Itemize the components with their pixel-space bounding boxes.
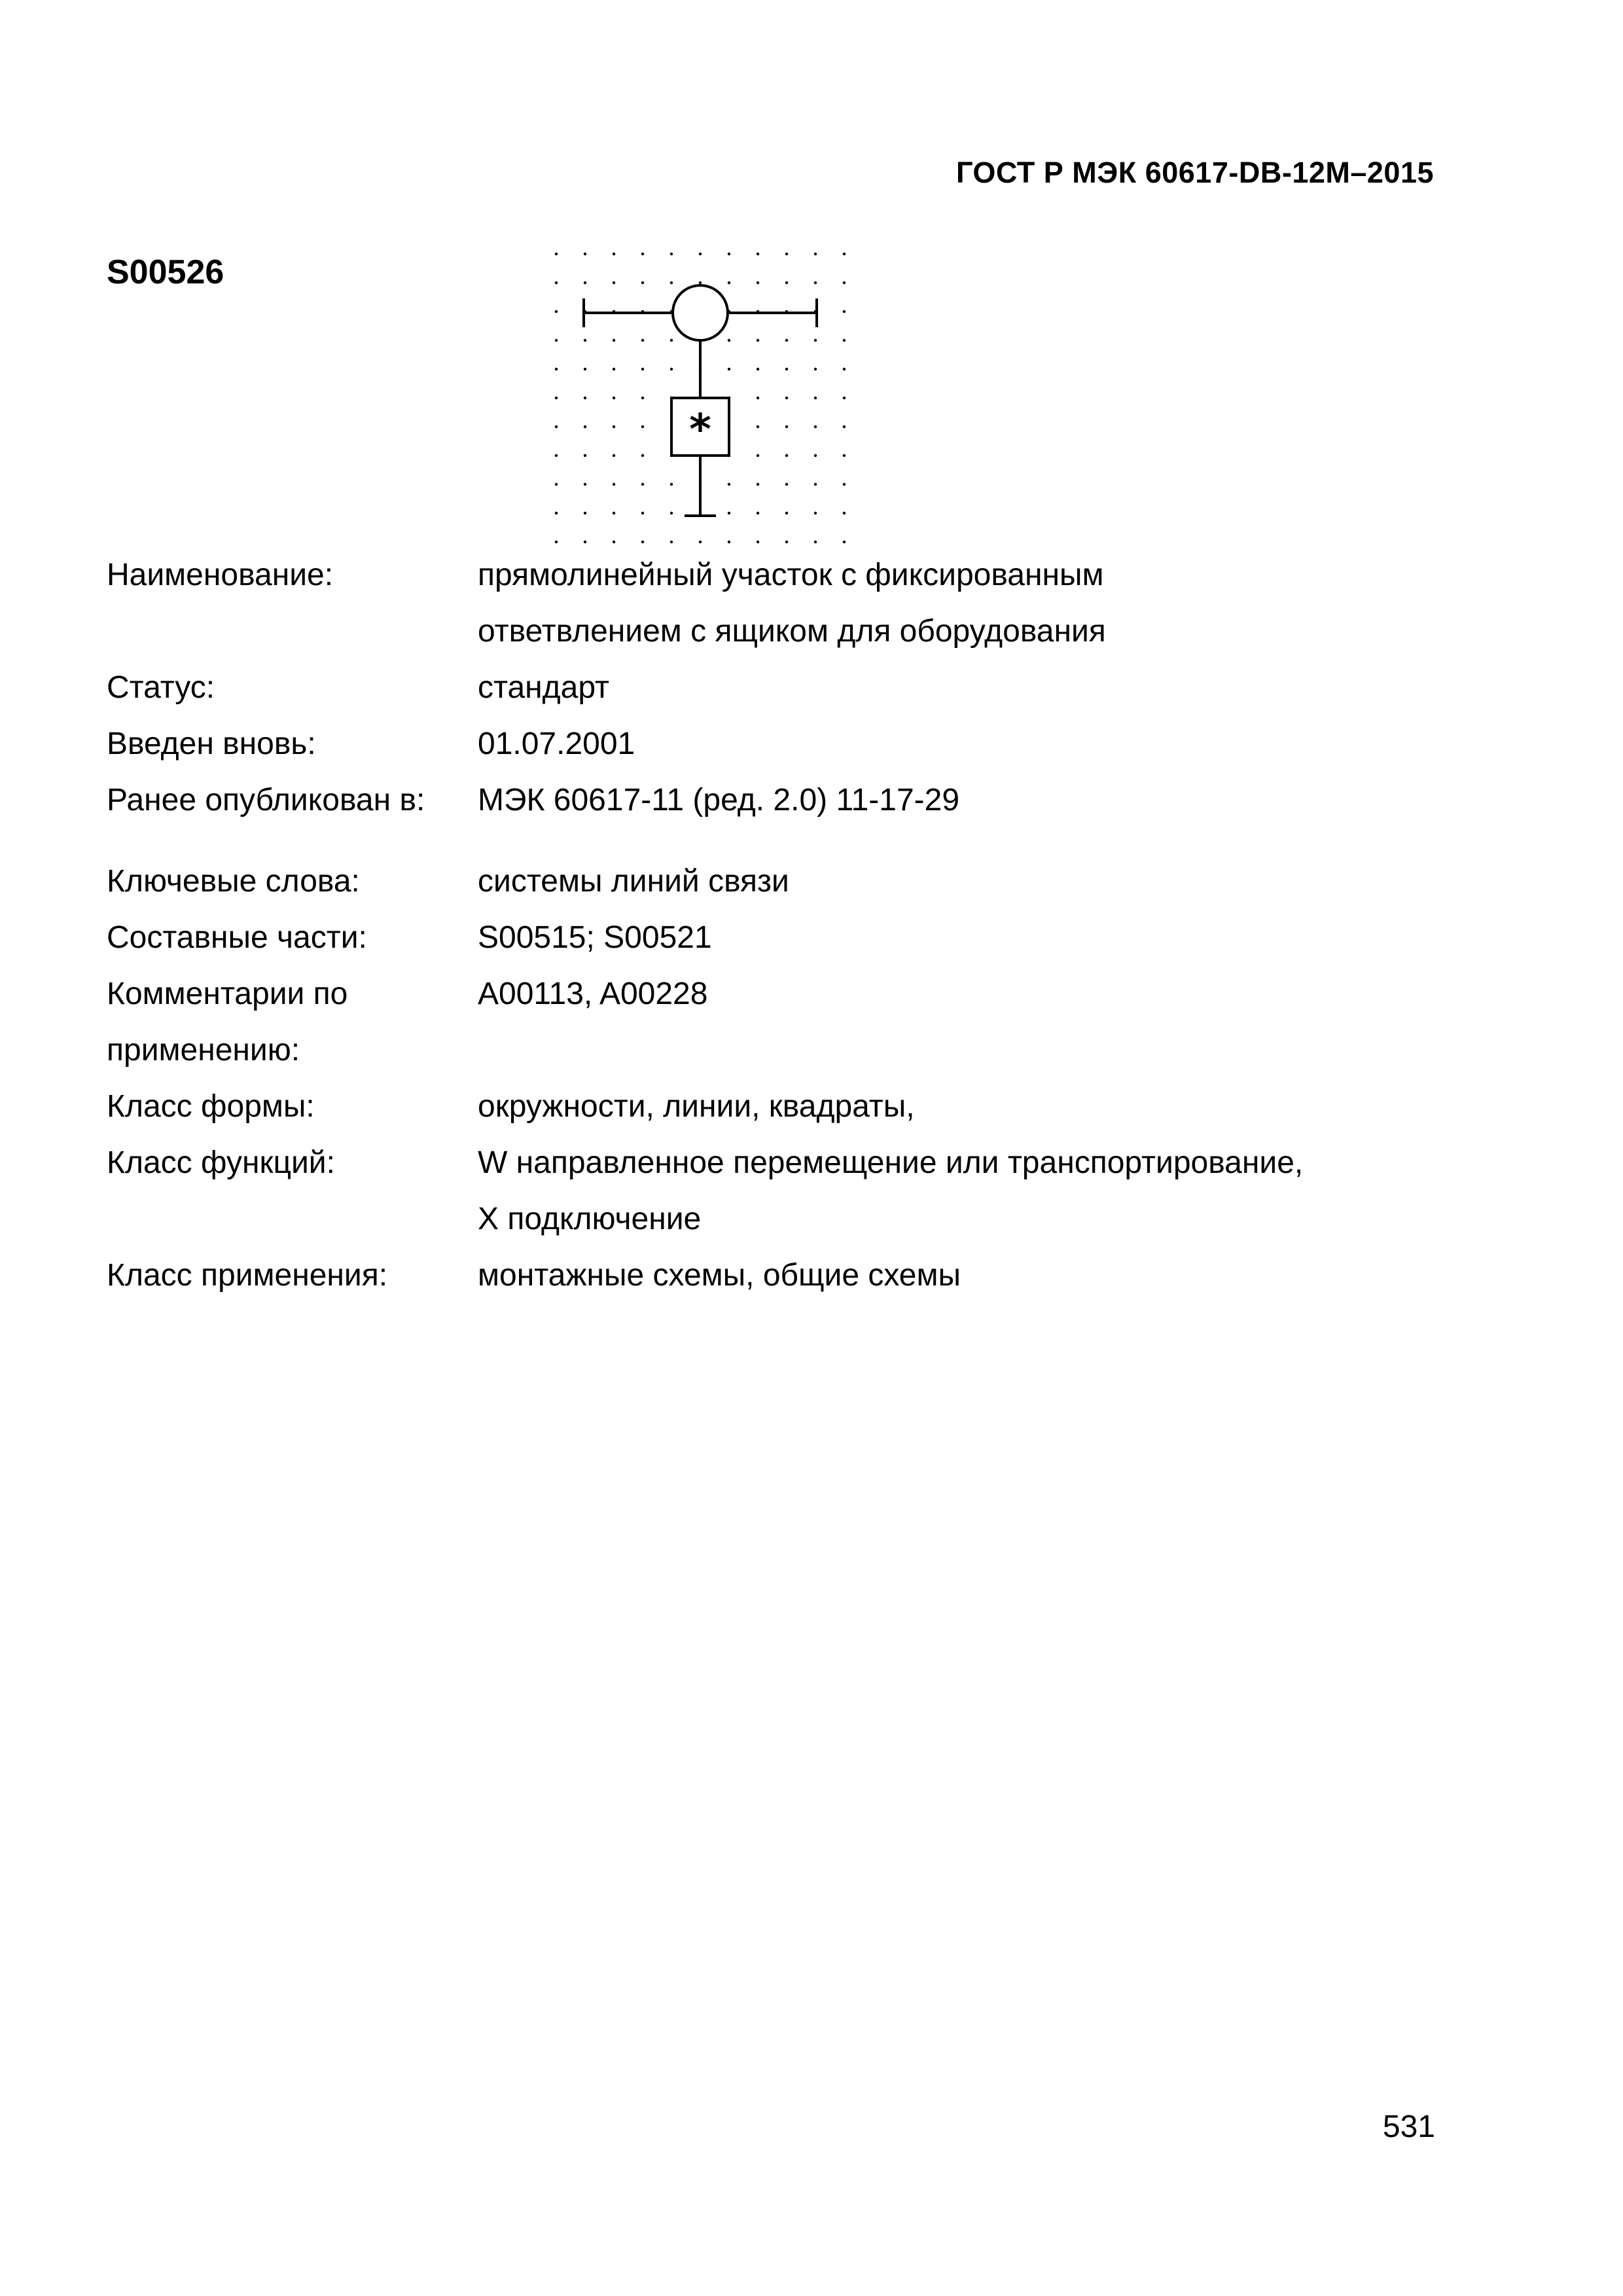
document-header: ГОСТ Р МЭК 60617-DB-12M–2015 xyxy=(955,156,1434,189)
grid-dot xyxy=(728,281,730,284)
field-value-keywords: системы линий связи xyxy=(478,864,789,899)
field-label-name: Наименование: xyxy=(107,558,334,592)
grid-dot xyxy=(728,339,730,342)
grid-dot xyxy=(757,397,759,399)
field-value-introduced: 01.07.2001 xyxy=(478,726,635,761)
grid-dot xyxy=(613,397,615,399)
field-label-keywords: Ключевые слова: xyxy=(107,864,360,899)
grid-dot xyxy=(785,483,788,486)
grid-dot xyxy=(843,512,846,514)
grid-dot xyxy=(670,339,673,342)
grid-dot xyxy=(814,541,817,543)
field-value-function-class-1: W направленное перемещение или транспортирование, xyxy=(478,1145,1304,1180)
grid-dot xyxy=(555,310,558,313)
grid-dot xyxy=(670,541,673,543)
grid-dot xyxy=(728,368,730,370)
grid-dot xyxy=(728,253,730,255)
grid-dot xyxy=(670,281,673,284)
grid-dot xyxy=(670,368,673,370)
grid-dot xyxy=(555,454,558,457)
field-label-shape-class: Класс формы: xyxy=(107,1089,315,1124)
grid-dot xyxy=(641,397,644,399)
grid-dot xyxy=(757,425,759,428)
grid-dot xyxy=(843,541,846,543)
grid-dot xyxy=(814,425,817,428)
grid-dot xyxy=(785,253,788,255)
grid-dot xyxy=(785,397,788,399)
grid-dot xyxy=(843,281,846,284)
grid-dot xyxy=(641,253,644,255)
grid-dot xyxy=(843,454,846,457)
grid-dot xyxy=(814,339,817,342)
grid-dot xyxy=(728,541,730,543)
grid-dot xyxy=(728,483,730,486)
grid-dot xyxy=(814,281,817,284)
grid-dot xyxy=(757,281,759,284)
grid-dot xyxy=(555,368,558,370)
grid-dot xyxy=(843,253,846,255)
grid-dot xyxy=(785,368,788,370)
grid-dot xyxy=(699,281,702,284)
grid-dot xyxy=(757,454,759,457)
grid-dot xyxy=(641,368,644,370)
grid-dot xyxy=(814,483,817,486)
grid-dot xyxy=(785,425,788,428)
grid-dot xyxy=(814,512,817,514)
grid-dot xyxy=(641,512,644,514)
grid-dot xyxy=(613,425,615,428)
grid-dot xyxy=(584,253,586,255)
grid-dot xyxy=(555,253,558,255)
grid-dot xyxy=(584,483,586,486)
grid-dot xyxy=(641,339,644,342)
grid-dot xyxy=(584,368,586,370)
grid-dot xyxy=(670,253,673,255)
grid-dot xyxy=(699,541,702,543)
grid-dot xyxy=(757,483,759,486)
grid-dot xyxy=(613,281,615,284)
junction-circle xyxy=(673,285,728,340)
grid-dot xyxy=(843,397,846,399)
grid-dot xyxy=(555,512,558,514)
grid-dot xyxy=(641,425,644,428)
grid-dot xyxy=(613,483,615,486)
grid-dot xyxy=(843,483,846,486)
grid-dot xyxy=(785,541,788,543)
field-value-parts: S00515; S00521 xyxy=(478,920,712,955)
grid-dot xyxy=(584,425,586,428)
field-label-published: Ранее опубликован в: xyxy=(107,783,425,817)
field-value-name-2: ответвлением с ящиком для оборудования xyxy=(478,614,1106,649)
field-value-name-1: прямолинейный участок с фиксированным xyxy=(478,558,1104,592)
grid-dot xyxy=(641,454,644,457)
asterisk-mark: * xyxy=(689,406,711,454)
grid-dot xyxy=(757,512,759,514)
grid-dot xyxy=(584,541,586,543)
grid-dot xyxy=(843,310,846,313)
field-label-application-class: Класс применения: xyxy=(107,1258,388,1293)
grid-dot xyxy=(785,512,788,514)
grid-dot xyxy=(728,512,730,514)
field-value-published: МЭК 60617-11 (ред. 2.0) 11-17-29 xyxy=(478,783,960,817)
grid-dot xyxy=(555,339,558,342)
grid-dot xyxy=(785,339,788,342)
grid-dot xyxy=(555,541,558,543)
grid-dot xyxy=(814,397,817,399)
grid-dot xyxy=(757,368,759,370)
grid-dot xyxy=(584,339,586,342)
grid-dot xyxy=(641,541,644,543)
symbol-diagram xyxy=(547,247,855,548)
field-value-shape-class: окружности, линии, квадраты, xyxy=(478,1089,915,1124)
grid-dot xyxy=(613,512,615,514)
grid-dot xyxy=(843,339,846,342)
grid-dot xyxy=(757,339,759,342)
page-number: 531 xyxy=(1382,2109,1435,2144)
field-label-status: Статус: xyxy=(107,670,215,705)
grid-dot xyxy=(843,368,846,370)
grid-dot xyxy=(584,512,586,514)
grid-dot xyxy=(814,253,817,255)
field-value-status: стандарт xyxy=(478,670,609,705)
symbol-code: S00526 xyxy=(107,253,224,291)
grid-dot xyxy=(584,281,586,284)
grid-dot xyxy=(785,281,788,284)
grid-dot xyxy=(699,253,702,255)
grid-dot xyxy=(814,454,817,457)
field-label-introduced: Введен вновь: xyxy=(107,726,316,761)
grid-dot xyxy=(613,368,615,370)
grid-dot xyxy=(613,253,615,255)
field-label-comments-1: Комментарии по xyxy=(107,977,348,1011)
field-label-function-class: Класс функций: xyxy=(107,1145,335,1180)
grid-dot xyxy=(641,281,644,284)
grid-dot xyxy=(613,339,615,342)
grid-dot xyxy=(555,281,558,284)
grid-dot xyxy=(670,512,673,514)
grid-dot xyxy=(584,397,586,399)
grid-dot xyxy=(555,425,558,428)
field-value-function-class-2: X подключение xyxy=(478,1202,702,1236)
field-value-comments: A00113, A00228 xyxy=(478,977,708,1011)
grid-dot xyxy=(613,541,615,543)
grid-dot xyxy=(814,368,817,370)
grid-dot xyxy=(555,397,558,399)
grid-dot xyxy=(757,541,759,543)
grid-dot xyxy=(555,483,558,486)
grid-dot xyxy=(785,454,788,457)
field-value-application-class: монтажные схемы, общие схемы xyxy=(478,1258,961,1293)
field-label-parts: Составные части: xyxy=(107,920,367,955)
grid-dot xyxy=(843,425,846,428)
grid-dot xyxy=(641,483,644,486)
grid-dot xyxy=(613,454,615,457)
grid-dot xyxy=(670,483,673,486)
field-label-comments-2: применению: xyxy=(107,1033,300,1067)
grid-dot xyxy=(757,253,759,255)
grid-dot xyxy=(584,454,586,457)
